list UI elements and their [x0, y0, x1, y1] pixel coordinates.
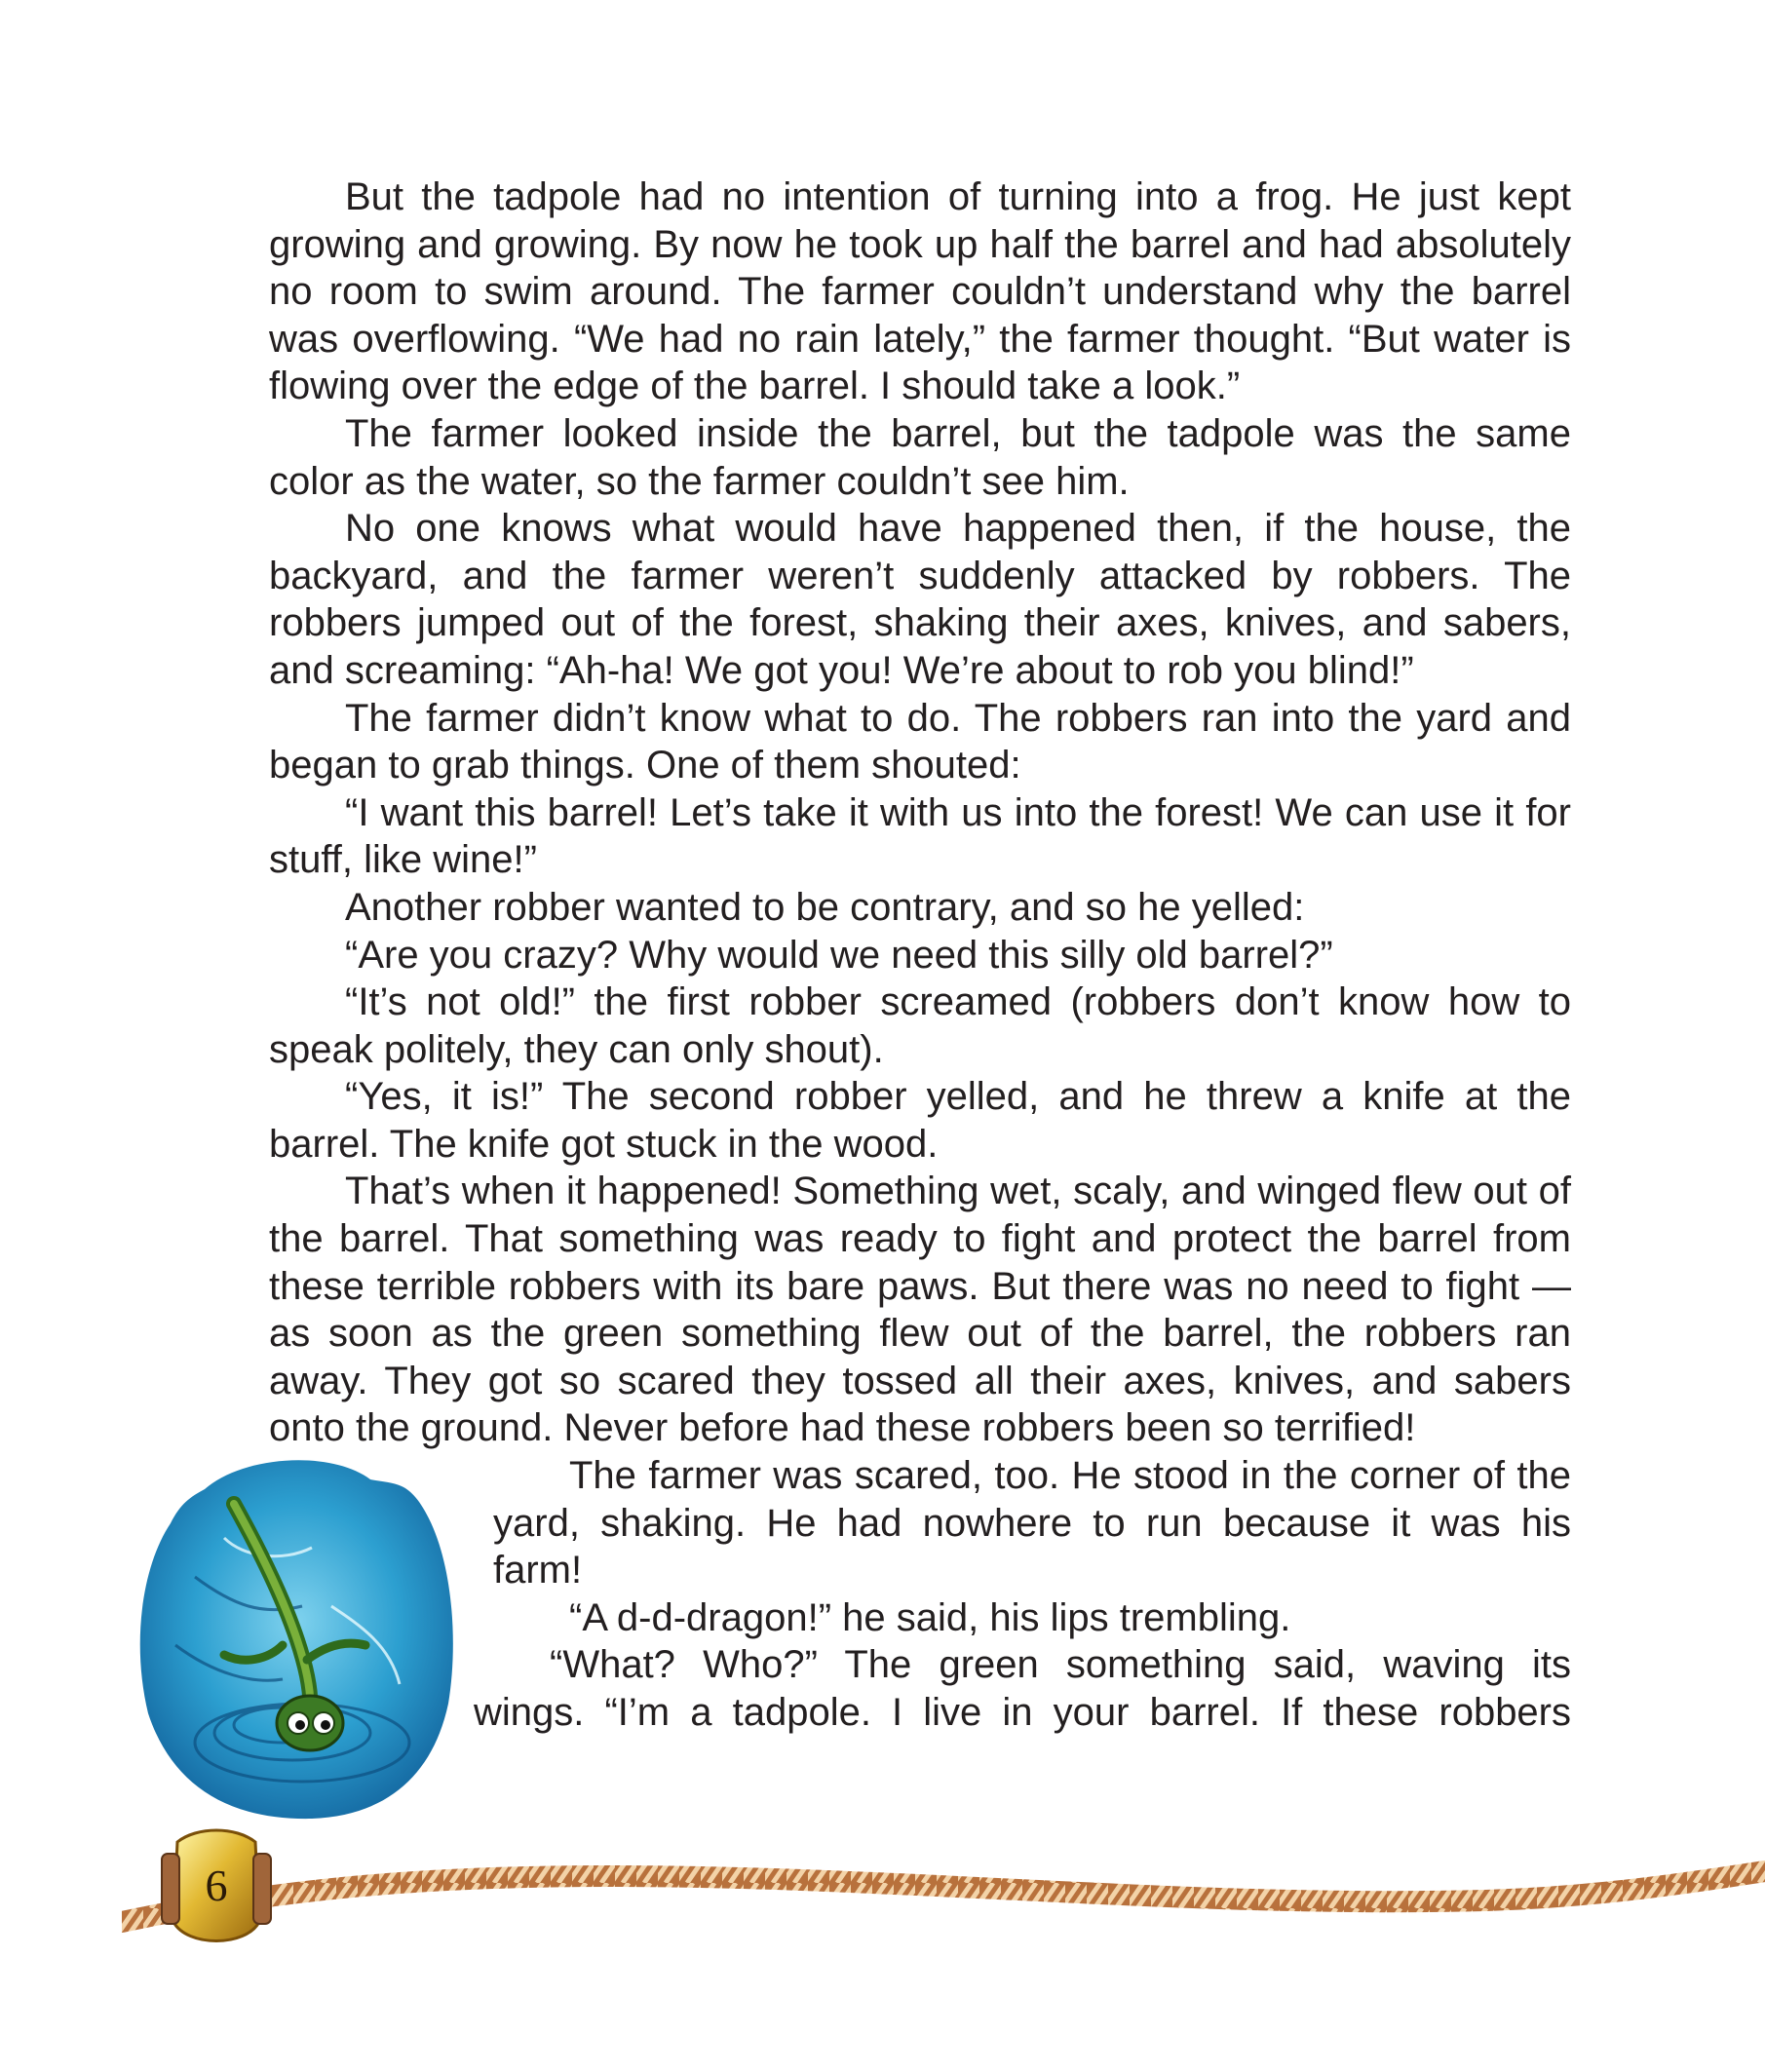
paragraph: “A d-d-dragon!” he said, his lips trembling. — [569, 1595, 1291, 1639]
paragraph: No one knows what would have happened then, if the house, the backyard, and the farmer weren’t suddenly attacked by robbers. The robbers jumped out of the forest, shaking their axes, knives, and sabers, and screaming: “Ah-ha! We got you! We’re about to rob you blind!” — [269, 507, 1571, 692]
paragraph: The farmer looked inside the barrel, but the tadpole was the same color as the water, so the farmer couldn’t see him. — [269, 411, 1571, 503]
rope-decoration — [122, 1832, 1765, 1939]
paragraph: “Yes, it is!” The second robber yelled, and he threw a knife at the barrel. The knife got stuck in the wood. — [269, 1075, 1571, 1166]
paragraph: “It’s not old!” the first robber screamed (robbers don’t know how to speak politely, they can only shout). — [269, 980, 1571, 1071]
story-text — [269, 173, 1571, 1889]
paragraph: “Are you crazy? Why would we need this silly old barrel?” — [345, 933, 1333, 977]
page-number: 6 — [205, 1861, 228, 1910]
paragraph: Another robber wanted to be contrary, and so he yelled: — [345, 885, 1305, 929]
paragraph: That’s when it happened! Something wet, scaly, and winged flew out of the barrel. That something was ready to fight and protect the barrel from these terrible robbers with its bare paws. But there was no need to fight — as soon as the green something flew out of the barrel, the robbers ran away. They got so scared they tossed all their axes, knives, and sabers onto the ground. Never before had these robbers been so terrified! — [269, 1170, 1571, 1450]
paragraph: The farmer was scared, too. He stood in the corner of the yard, shaking. He had nowhere to run because it was his farm! — [493, 1454, 1571, 1592]
paragraph: The farmer didn’t know what to do. The robbers ran into the yard and began to grab things. One of them shouted: — [269, 696, 1571, 787]
paragraph: But the tadpole had no intention of turning into a frog. He just kept growing and growing. By now he took up half the barrel and had absolutely no room to swim around. The farmer couldn’t understand why the barrel was overflowing. “We had no rain lately,” the farmer thought. “But water is flowing over the edge of the barrel. I should take a look.” — [269, 175, 1571, 408]
paragraph: “I want this barrel! Let’s take it with us into the forest! We can use it for stuff, like wine!” — [269, 790, 1571, 882]
paragraph: “What? Who?” The green something said, waving its wings. “I’m a tadpole. I live in your barrel. If these robbers — [474, 1643, 1571, 1734]
